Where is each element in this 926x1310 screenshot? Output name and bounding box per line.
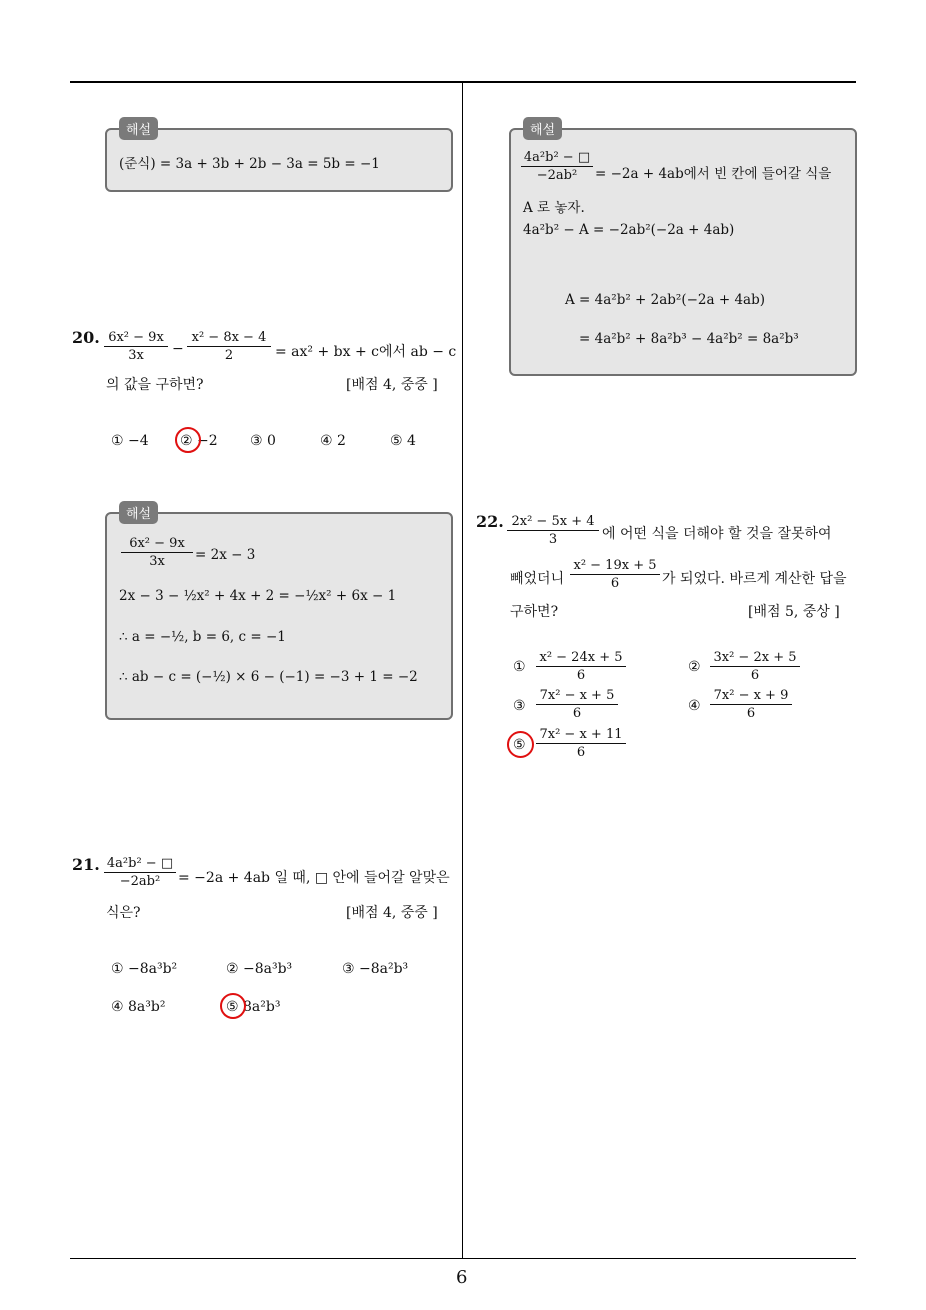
q22-text1: 에 어떤 식을 더해야 할 것을 잘못하여 xyxy=(602,526,832,542)
q20-option-3[interactable]: ③ 0 xyxy=(250,433,276,449)
q22-text2a: 빼었더니 xyxy=(510,571,565,587)
q21-fraction: $\frac{\text{4a²b² − □}}{\text{−2ab²}}$ xyxy=(104,856,176,889)
q22-option-5-fraction[interactable]: $\frac{\text{7x² − x + 11}}{6}$ xyxy=(536,727,626,760)
q20-rhs: = ax² + bx + c에서 ab − c xyxy=(275,344,457,360)
sol21-line4: A = 4a²b² + 2ab²(−2a + 4ab) xyxy=(565,292,765,308)
top-rule xyxy=(70,81,856,83)
q20-fraction-2: $\frac{\text{x² − 8x − 4}}{2}$ xyxy=(187,330,271,363)
q20-option-5[interactable]: ⑤ 4 xyxy=(390,433,416,449)
page-number: 6 xyxy=(456,1267,468,1288)
question-21-number: 21. xyxy=(72,855,100,874)
q22-meta: [배점 5, 중상 ] xyxy=(748,604,840,620)
q22-text2b: 가 되었다. 바르게 계산한 답을 xyxy=(662,571,847,587)
question-20-number: 20. xyxy=(72,328,100,347)
q21-answer-circle xyxy=(220,993,246,1019)
q20-meta: [배점 4, 중중 ] xyxy=(346,377,438,393)
sol20-line1-rhs: = 2x − 3 xyxy=(195,547,256,563)
q21-option-3[interactable]: ③ −8a²b³ xyxy=(342,961,409,977)
q21-option-5[interactable]: ⑤ 8a²b³ xyxy=(226,999,281,1015)
solution-19-line: (준식) = 3a + 3b + 2b − 3a = 5b = −1 xyxy=(119,156,380,172)
q21-option-2[interactable]: ② −8a³b³ xyxy=(226,961,293,977)
solution-tag-21: 해설 xyxy=(523,117,562,140)
q22-line3: 구하면? xyxy=(510,604,559,620)
solution-box-21 xyxy=(509,128,857,376)
q22-option-2-mark[interactable]: ② xyxy=(688,659,701,675)
q20-option-2[interactable]: ② −2 xyxy=(180,433,218,449)
solution-tag-19: 해설 xyxy=(119,117,158,140)
q22-option-3-fraction[interactable]: $\frac{\text{7x² − x + 5}}{6}$ xyxy=(536,688,618,721)
q22-answer-circle xyxy=(507,731,534,758)
q21-line2: 식은? xyxy=(106,905,141,921)
q22-option-4-fraction[interactable]: $\frac{\text{7x² − x + 9}}{6}$ xyxy=(710,688,792,721)
q20-minus: − xyxy=(172,341,184,357)
q20-answer-circle xyxy=(175,427,201,453)
q22-fraction-1: $\frac{\text{2x² − 5x + 4}}{3}$ xyxy=(507,514,599,547)
q21-meta: [배점 4, 중중 ] xyxy=(346,905,438,921)
q20-option-4[interactable]: ④ 2 xyxy=(320,433,346,449)
q22-option-5-mark[interactable]: ⑤ xyxy=(513,737,526,753)
q22-option-4-mark[interactable]: ④ xyxy=(688,698,701,714)
sol20-line2: 2x − 3 − ½x² + 4x + 2 = −½x² + 6x − 1 xyxy=(119,588,397,604)
solution-tag-20: 해설 xyxy=(119,501,158,524)
q20-fraction-1: $\frac{\text{6x² − 9x}}{3x}$ xyxy=(104,330,168,363)
q20-option-1[interactable]: ① −4 xyxy=(111,433,149,449)
q22-option-1-fraction[interactable]: $\frac{\text{x² − 24x + 5}}{6}$ xyxy=(536,650,626,683)
sol21-fraction: $\frac{\text{4a²b² − □}}{\text{−2ab²}}$ xyxy=(521,150,593,183)
sol20-line3: ∴ a = −½, b = 6, c = −1 xyxy=(119,629,286,645)
question-22-number: 22. xyxy=(476,512,504,531)
q21-option-4[interactable]: ④ 8a³b² xyxy=(111,999,166,1015)
sol21-line5: = 4a²b² + 8a²b³ − 4a²b² = 8a²b³ xyxy=(579,331,799,347)
q22-fraction-2: $\frac{\text{x² − 19x + 5}}{6}$ xyxy=(570,558,660,591)
q20-line2: 의 값을 구하면? xyxy=(106,377,204,393)
sol21-line1-rhs: = −2a + 4ab에서 빈 칸에 들어갈 식을 xyxy=(595,166,832,182)
q22-option-3-mark[interactable]: ③ xyxy=(513,698,526,714)
q21-rhs: = −2a + 4ab 일 때, □ 안에 들어갈 알맞은 xyxy=(178,870,450,886)
sol20-line4: ∴ ab − c = (−½) × 6 − (−1) = −3 + 1 = −2 xyxy=(119,669,418,685)
q21-option-1[interactable]: ① −8a³b² xyxy=(111,961,178,977)
bottom-rule xyxy=(70,1258,856,1259)
sol21-line2: A 로 놓자. xyxy=(523,200,585,216)
column-divider xyxy=(462,83,463,1258)
q22-option-2-fraction[interactable]: $\frac{\text{3x² − 2x + 5}}{6}$ xyxy=(710,650,800,683)
sol20-fraction: $\frac{\text{6x² − 9x}}{3x}$ xyxy=(121,536,193,569)
solution-box-20 xyxy=(105,512,453,720)
q22-option-1-mark[interactable]: ① xyxy=(513,659,526,675)
sol21-line3: 4a²b² − A = −2ab²(−2a + 4ab) xyxy=(523,222,735,238)
